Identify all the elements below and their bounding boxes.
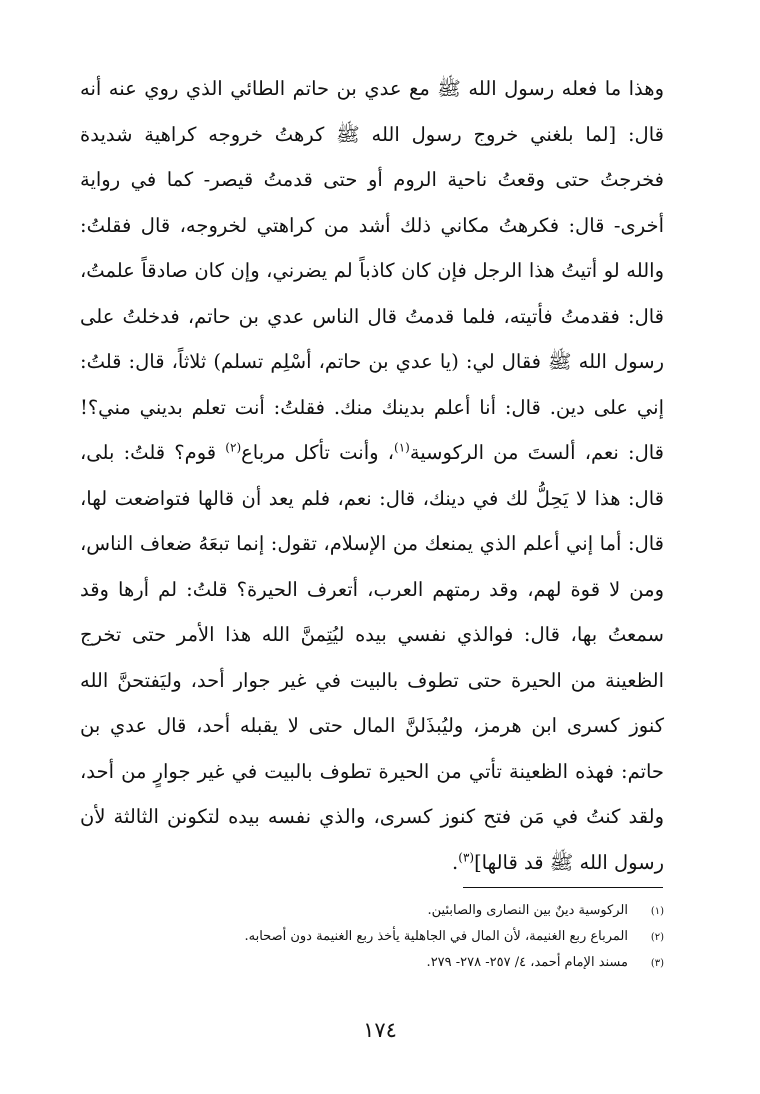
main-paragraph <box>80 66 664 885</box>
footnote-text: المرباع ربع الغنيمة، لأن المال في الجاهلية يأخذ ربع الغنيمة دون أصحابه. <box>244 929 628 944</box>
footnote-number: (١) <box>650 906 664 917</box>
footnote-separator <box>463 887 663 888</box>
footnotes-section <box>80 898 664 976</box>
footnote-item <box>80 924 664 950</box>
page-number: ١٧٤ <box>363 1018 397 1042</box>
body-text-part-2: ، وأنت تأكل مرباع <box>241 441 394 464</box>
footnote-ref-2[interactable]: (٢) <box>225 440 242 455</box>
footnote-item <box>80 950 664 976</box>
footnote-number: (٣) <box>650 958 664 969</box>
body-text-part-1: وهذا ما فعله رسول الله ﷺ مع عدي بن حاتم الطائي الذي روي عنه أنه قال: [لما بلغني خروج رسول الله ﷺ كرهتُ خروجه كراهية شديدة فخرجتُ حتى وقعتُ ناحية الروم أو حتى قدمتُ قيصر- كما في رواية أخرى- قال: فكرهتُ مكاني ذلك أشد من كراهتي لخروجه، قال فقلتُ: والله لو أتيتُ هذا الرجل فإن كان كاذباً لم يضرني، وإن كان صادقاً علمتُ، قال: فقدمتُ فأتيته، فلما قدمتُ قال الناس عدي بن حاتم، فدخلتُ على رسول الله ﷺ فقال لي: (يا عدي بن حاتم، أسْلِم تسلم) ثلاثاً، قال: قلتُ: إني على دين. قال: أنا أعلم بدينك منك. فقلتُ: أنت تعلم بديني مني؟! قال: نعم، ألستَ من الركوسية <box>80 77 664 464</box>
footnote-item <box>80 898 664 924</box>
body-text-ending: . <box>452 850 459 874</box>
footnote-number: (٢) <box>650 932 664 943</box>
body-text-part-3: قوم؟ قلتُ: بلى، قال: هذا لا يَحِلُّ لك في دينك، قال: نعم، فلم يعد أن قالها فتواضعت لها، قال: أما إني أعلم الذي يمنعك من الإسلام، تقول: إنما تبعَهُ ضعاف الناس، ومن لا قوة لهم، وقد رمتهم العرب، أتعرف الحيرة؟ قلتُ: لم أرها وقد سمعتُ بها، قال: فوالذي نفسي بيده ليُتِمنَّ الله هذا الأمر حتى تخرج الظعينة من الحيرة حتى تطوف بالبيت في غير جوار أحد، وليَفتحنَّ الله كنوز كسرى ابن هرمز، وليُبذَلنَّ المال حتى لا يقبله أحد، قال عدي بن حاتم: فهذه الظعينة تأتي من الحيرة تطوف بالبيت في غير جوارٍ من أحد، ولقد كنتُ في مَن فتح كنوز كسرى، والذي نفسه بيده لتكونن الثالثة لأن رسول الله ﷺ قد قالها] <box>80 441 664 874</box>
footnote-text: الركوسية دينٌ بين النصارى والصابئين. <box>427 903 628 918</box>
footnote-ref-3[interactable]: (٣) <box>458 850 475 864</box>
footnote-text: مسند الإمام أحمد، ٤/ ٢٥٧- ٢٧٨- ٢٧٩. <box>426 955 628 970</box>
hadith-paragraph <box>80 66 664 885</box>
footnote-ref-1[interactable]: (١) <box>394 440 410 455</box>
